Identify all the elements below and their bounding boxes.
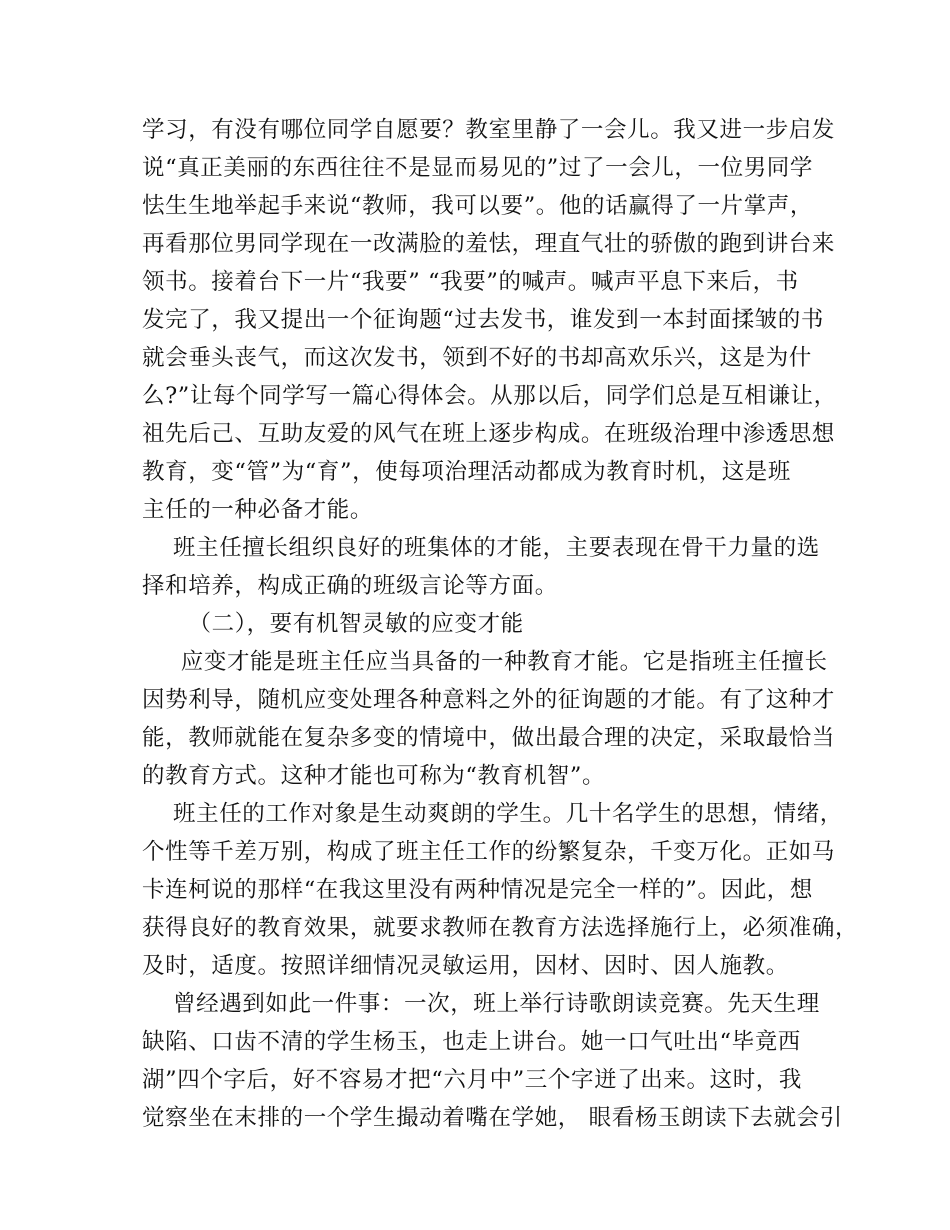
- text-line: 择和培养，构成正确的班级言论等方面。: [142, 573, 558, 599]
- text-line: 怯生生地举起手来说“教师，我可以要”。他的话赢得了一片掌声，: [142, 193, 814, 219]
- text-line: 湖”四个字后，好不容易才把“六月中”三个字迸了出来。这时，我: [142, 1067, 803, 1093]
- text-line: 觉察坐在末排的一个学生撮动着嘴在学她， 眼看杨玉朗读下去就会引: [142, 1105, 843, 1131]
- text-line: 能，教师就能在复杂多变的情境中，做出最合理的决定，采取最恰当: [142, 725, 836, 751]
- text-line: 教育，变“管”为“育”，使每项治理活动都成为教育时机，这是班: [142, 459, 792, 485]
- text-line: 及时，适度。按照详细情况灵敏运用，因材、因时、因人施教。: [142, 953, 789, 979]
- text-line: 学习，有没有哪位同学自愿要？教室里静了一会儿。我又进一步启发: [142, 117, 836, 143]
- text-line: 说“真正美丽的东西往往不是显而易见的”过了一会儿，一位男同学: [142, 155, 814, 181]
- text-line: 主任的一种必备才能。: [142, 497, 374, 523]
- text-line: 就会垂头丧气，而这次发书，领到不好的书却高欢乐兴，这是为什: [142, 345, 812, 371]
- text-line: 发完了，我又提出一个征询题“过去发书，谁发到一本封面揉皱的书: [142, 307, 825, 333]
- text-line: 缺陷、口齿不清的学生杨玉，也走上讲台。她一口气吐出“毕竟西: [142, 1029, 801, 1055]
- text-line: 获得良好的教育效果，就要求教师在教育方法选择施行上，必须准确，: [142, 915, 859, 941]
- text-line: 应变才能是班主任应当具备的一种教育才能。它是指班主任擅长: [142, 649, 828, 675]
- text-line: 领书。接着台下一片“我要” “我要”的喊声。喊声平息下来后，书: [142, 269, 799, 295]
- text-line: 个性等千差万别，构成了班主任工作的纷繁复杂，千变万化。正如马: [142, 839, 836, 865]
- text-line: 班主任擅长组织良好的班集体的才能，主要表现在骨干力量的选: [142, 535, 820, 561]
- text-line: 因势利导，随机应变处理各种意料之外的征询题的才能。有了这种才: [142, 687, 836, 713]
- text-line: 班主任的工作对象是生动爽朗的学生。几十名学生的思想，情绪，: [142, 801, 843, 827]
- section-heading: （二），要有机智灵敏的应变才能: [142, 611, 524, 637]
- text-line: 卡连柯说的那样“在我这里没有两种情况是完全一样的”。因此，想: [142, 877, 814, 903]
- text-line: 祖先后己、互助友爱的风气在班上逐步构成。在班级治理中渗透思想: [142, 421, 836, 447]
- text-line: 再看那位男同学现在一改满脸的羞怯，理直气壮的骄傲的跑到讲台来: [142, 231, 836, 257]
- text-line: 曾经遇到如此一件事：一次，班上举行诗歌朗读竞赛。先天生理: [142, 991, 820, 1017]
- text-line: 么?”让每个同学写一篇心得体会。从那以后，同学们总是互相谦让，: [142, 383, 837, 409]
- text-line: 的教育方式。这种才能也可称为“教育机智”。: [142, 763, 606, 789]
